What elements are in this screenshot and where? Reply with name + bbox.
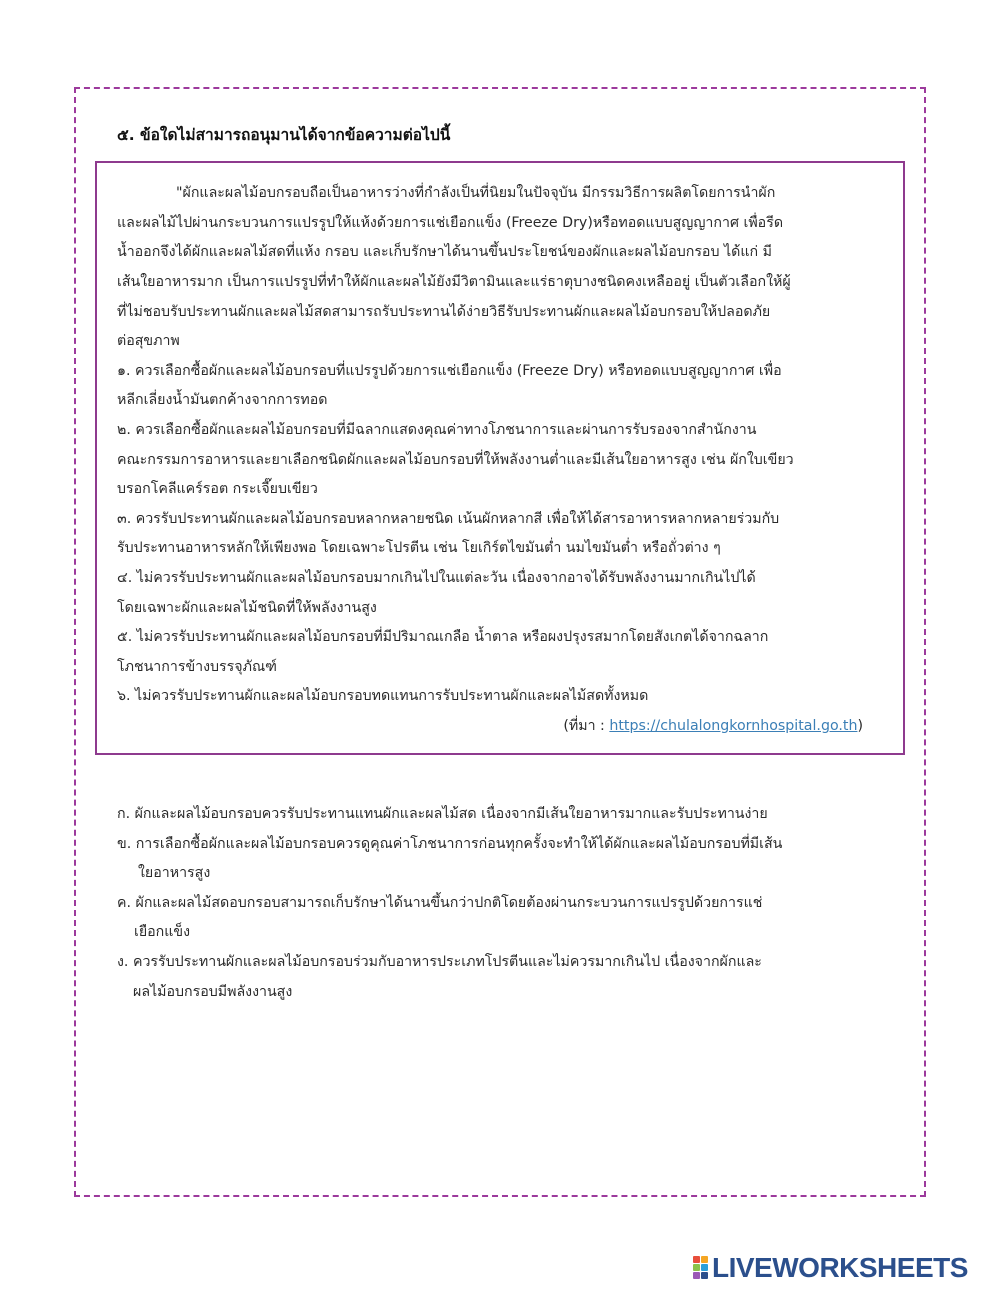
passage-line: ๖. ไม่ควรรับประทานผักและผลไม้อบกรอบทดแทนการรับประทานผักและผลไม้สดทั้งหมด [117, 688, 649, 704]
source-suffix: ) [857, 718, 863, 734]
passage-line: และผลไม้ไปผ่านกระบวนการแปรรูปให้แห้งด้วยการแช่เยือกแข็ง (Freeze Dry)หรือทอดแบบสูญญากาศ เพื่อรีด [117, 215, 784, 231]
passage-line: ๑. ควรเลือกซื้อผักและผลไม้อบกรอบที่แปรรูปด้วยการแช่เยือกแข็ง (Freeze Dry) หรือทอดแบบสูญญากาศ เพื่อ [117, 363, 782, 379]
liveworksheets-logo-text: LIVEWORKSHEETS [712, 1252, 968, 1283]
choice-c-cont: เยือกแข็ง [134, 924, 191, 940]
passage-line: คณะกรรมการอาหารและยาเลือกชนิดผักและผลไม้อบกรอบที่ให้พลังงานต่ำและมีเส้นใยอาหารสูง เช่น ผักใบเขียว [117, 452, 794, 468]
question-title: ๕. ข้อใดไม่สามารถอนุมานได้จากข้อความต่อไปนี้ [117, 126, 451, 144]
passage-line: หลีกเลี่ยงน้ำมันตกค้างจากการทอด [117, 392, 328, 408]
choice-b-cont: ใยอาหารสูง [138, 865, 211, 881]
source-link[interactable]: https://chulalongkornhospital.go.th [609, 718, 858, 734]
choice-b: ข. การเลือกซื้อผักและผลไม้อบกรอบควรดูคุณค่าโภชนาการก่อนทุกครั้งจะทำให้ได้ผักและผลไม้อบกรอบที่มีเส้น [117, 836, 783, 852]
liveworksheets-logo [693, 1252, 968, 1284]
passage-line: โดยเฉพาะผักและผลไม้ชนิดที่ให้พลังงานสูง [117, 600, 377, 616]
source-prefix: (ที่มา : [563, 718, 610, 734]
passage-line: บรอกโคลีแคร์รอต กระเจี๊ยบเขียว [117, 481, 318, 497]
passage-line: โภชนาการข้างบรรจุภัณฑ์ [117, 659, 277, 675]
choice-c: ค. ผักและผลไม้สดอบกรอบสามารถเก็บรักษาได้นานขึ้นกว่าปกติโดยต้องผ่านกระบวนการแปรรูปด้วยการแช่ [117, 895, 763, 911]
passage-line: ต่อสุขภาพ [117, 333, 180, 349]
passage-line: รับประทานอาหารหลักให้เพียงพอ โดยเฉพาะโปรตีน เช่น โยเกิร์ตไขมันต่ำ นมไขมันต่ำ หรือถั่วต่าง ๆ [117, 540, 721, 556]
choice-d-cont: ผลไม้อบกรอบมีพลังงานสูง [133, 984, 293, 1000]
passage-line: ๒. ควรเลือกซื้อผักและผลไม้อบกรอบที่มีฉลากแสดงคุณค่าทางโภชนาการและผ่านการรับรองจากสำนักงาน [117, 422, 757, 438]
choice-a: ก. ผักและผลไม้อบกรอบควรรับประทานแทนผักและผลไม้สด เนื่องจากมีเส้นใยอาหารมากและรับประทานง่าย [117, 806, 768, 822]
passage-line: เส้นใยอาหารมาก เป็นการแปรรูปที่ทำให้ผักและผลไม้ยังมีวิตามินและแร่ธาตุบางชนิดคงเหลืออยู่ เป็นตัวเลือกให้ผู้ [117, 274, 791, 290]
choice-d: ง. ควรรับประทานผักและผลไม้อบกรอบร่วมกับอาหารประเภทโปรตีนและไม่ควรมากเกินไป เนื่องจากผักและ [117, 954, 762, 970]
passage-line: ที่ไม่ชอบรับประทานผักและผลไม้สดสามารถรับประทานได้ง่ายวิธีรับประทานผักและผลไม้อบกรอบให้ปลอดภัย [117, 304, 771, 320]
passage-line: น้ำออกจึงได้ผักและผลไม้สดที่แห้ง กรอบ และเก็บรักษาได้นานขึ้นประโยชน์ของผักและผลไม้อบกรอบ ได้แก่ มี [117, 244, 772, 260]
passage-line: ๓. ควรรับประทานผักและผลไม้อบกรอบหลากหลายชนิด เน้นผักหลากสี เพื่อให้ได้สารอาหารหลากหลายร่วมกับ [117, 511, 780, 527]
passage-line: ๔. ไม่ควรรับประทานผักและผลไม้อบกรอบมากเกินไปในแต่ละวัน เนื่องจากอาจได้รับพลังงานมากเกินไปได้ [117, 570, 756, 586]
passage-line: "ผักและผลไม้อบกรอบถือเป็นอาหารว่างที่กำลังเป็นที่นิยมในปัจจุบัน มีกรรมวิธีการผลิตโดยการนำผัก [176, 185, 776, 201]
passage-line: ๕. ไม่ควรรับประทานผักและผลไม้อบกรอบที่มีปริมาณเกลือ น้ำตาล หรือผงปรุงรสมากโดยสังเกตได้จากฉลาก [117, 629, 769, 645]
source-citation [563, 716, 863, 736]
liveworksheets-logo-icon [693, 1256, 708, 1280]
